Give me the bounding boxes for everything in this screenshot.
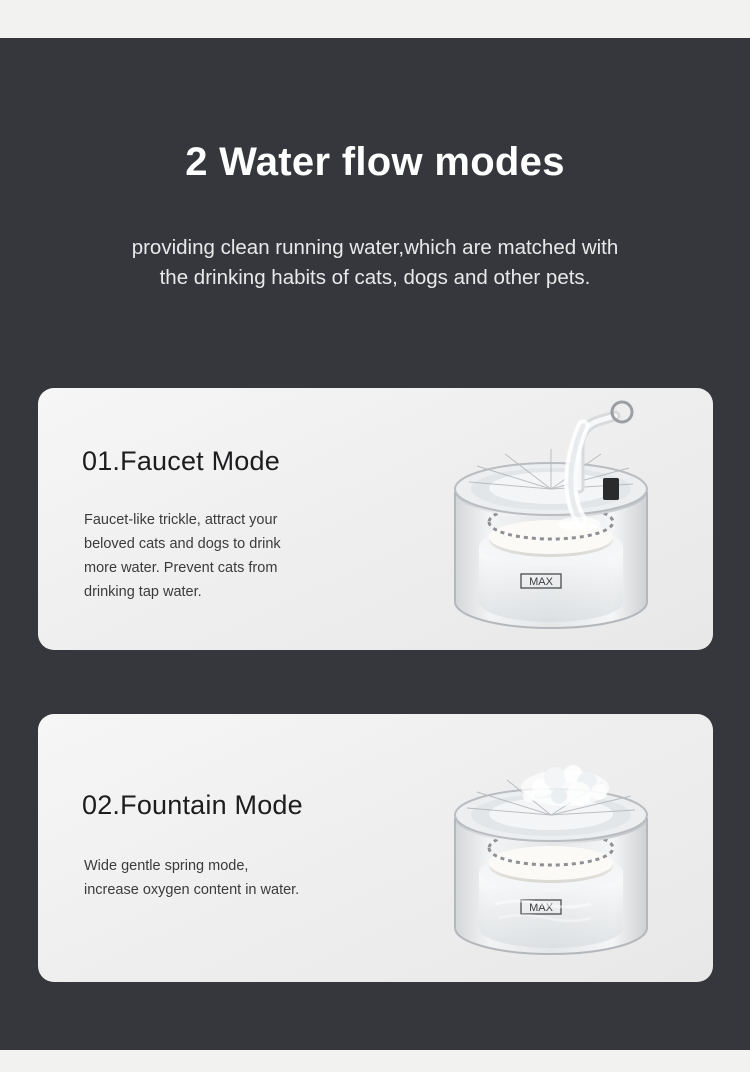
description-line-4: drinking tap water. <box>84 584 202 600</box>
page-subtitle <box>0 233 750 293</box>
pet-fountain-faucet-mode-image <box>433 396 713 650</box>
svg-text:MAX: MAX <box>529 902 553 914</box>
pet-fountain-fountain-mode-image <box>433 744 713 982</box>
mode-card-fountain-title: 02.Fountain Mode <box>82 790 303 820</box>
bottom-strip <box>0 1050 750 1072</box>
page-subtitle-line-1: providing clean running water,which are matched with <box>131 236 619 259</box>
page-title: 2 Water flow modes <box>185 140 565 184</box>
description-line-1: Faucet-like trickle, attract your <box>84 512 278 528</box>
top-strip <box>0 0 750 38</box>
description-line-2: increase oxygen content in water. <box>84 882 300 898</box>
description-line-3: more water. Prevent cats from <box>84 560 278 576</box>
mode-card-faucet-description <box>84 508 374 604</box>
svg-text:MAX: MAX <box>529 576 553 588</box>
description-line-1: Wide gentle spring mode, <box>84 858 249 874</box>
mode-card-faucet[interactable] <box>38 388 713 650</box>
description-line-2: beloved cats and dogs to drink <box>84 536 281 552</box>
mode-card-fountain[interactable] <box>38 714 713 982</box>
mode-card-faucet-title: 01.Faucet Mode <box>82 446 280 476</box>
mode-card-fountain-description <box>84 854 384 902</box>
page-subtitle-line-2: the drinking habits of cats, dogs and other pets. <box>159 266 591 289</box>
